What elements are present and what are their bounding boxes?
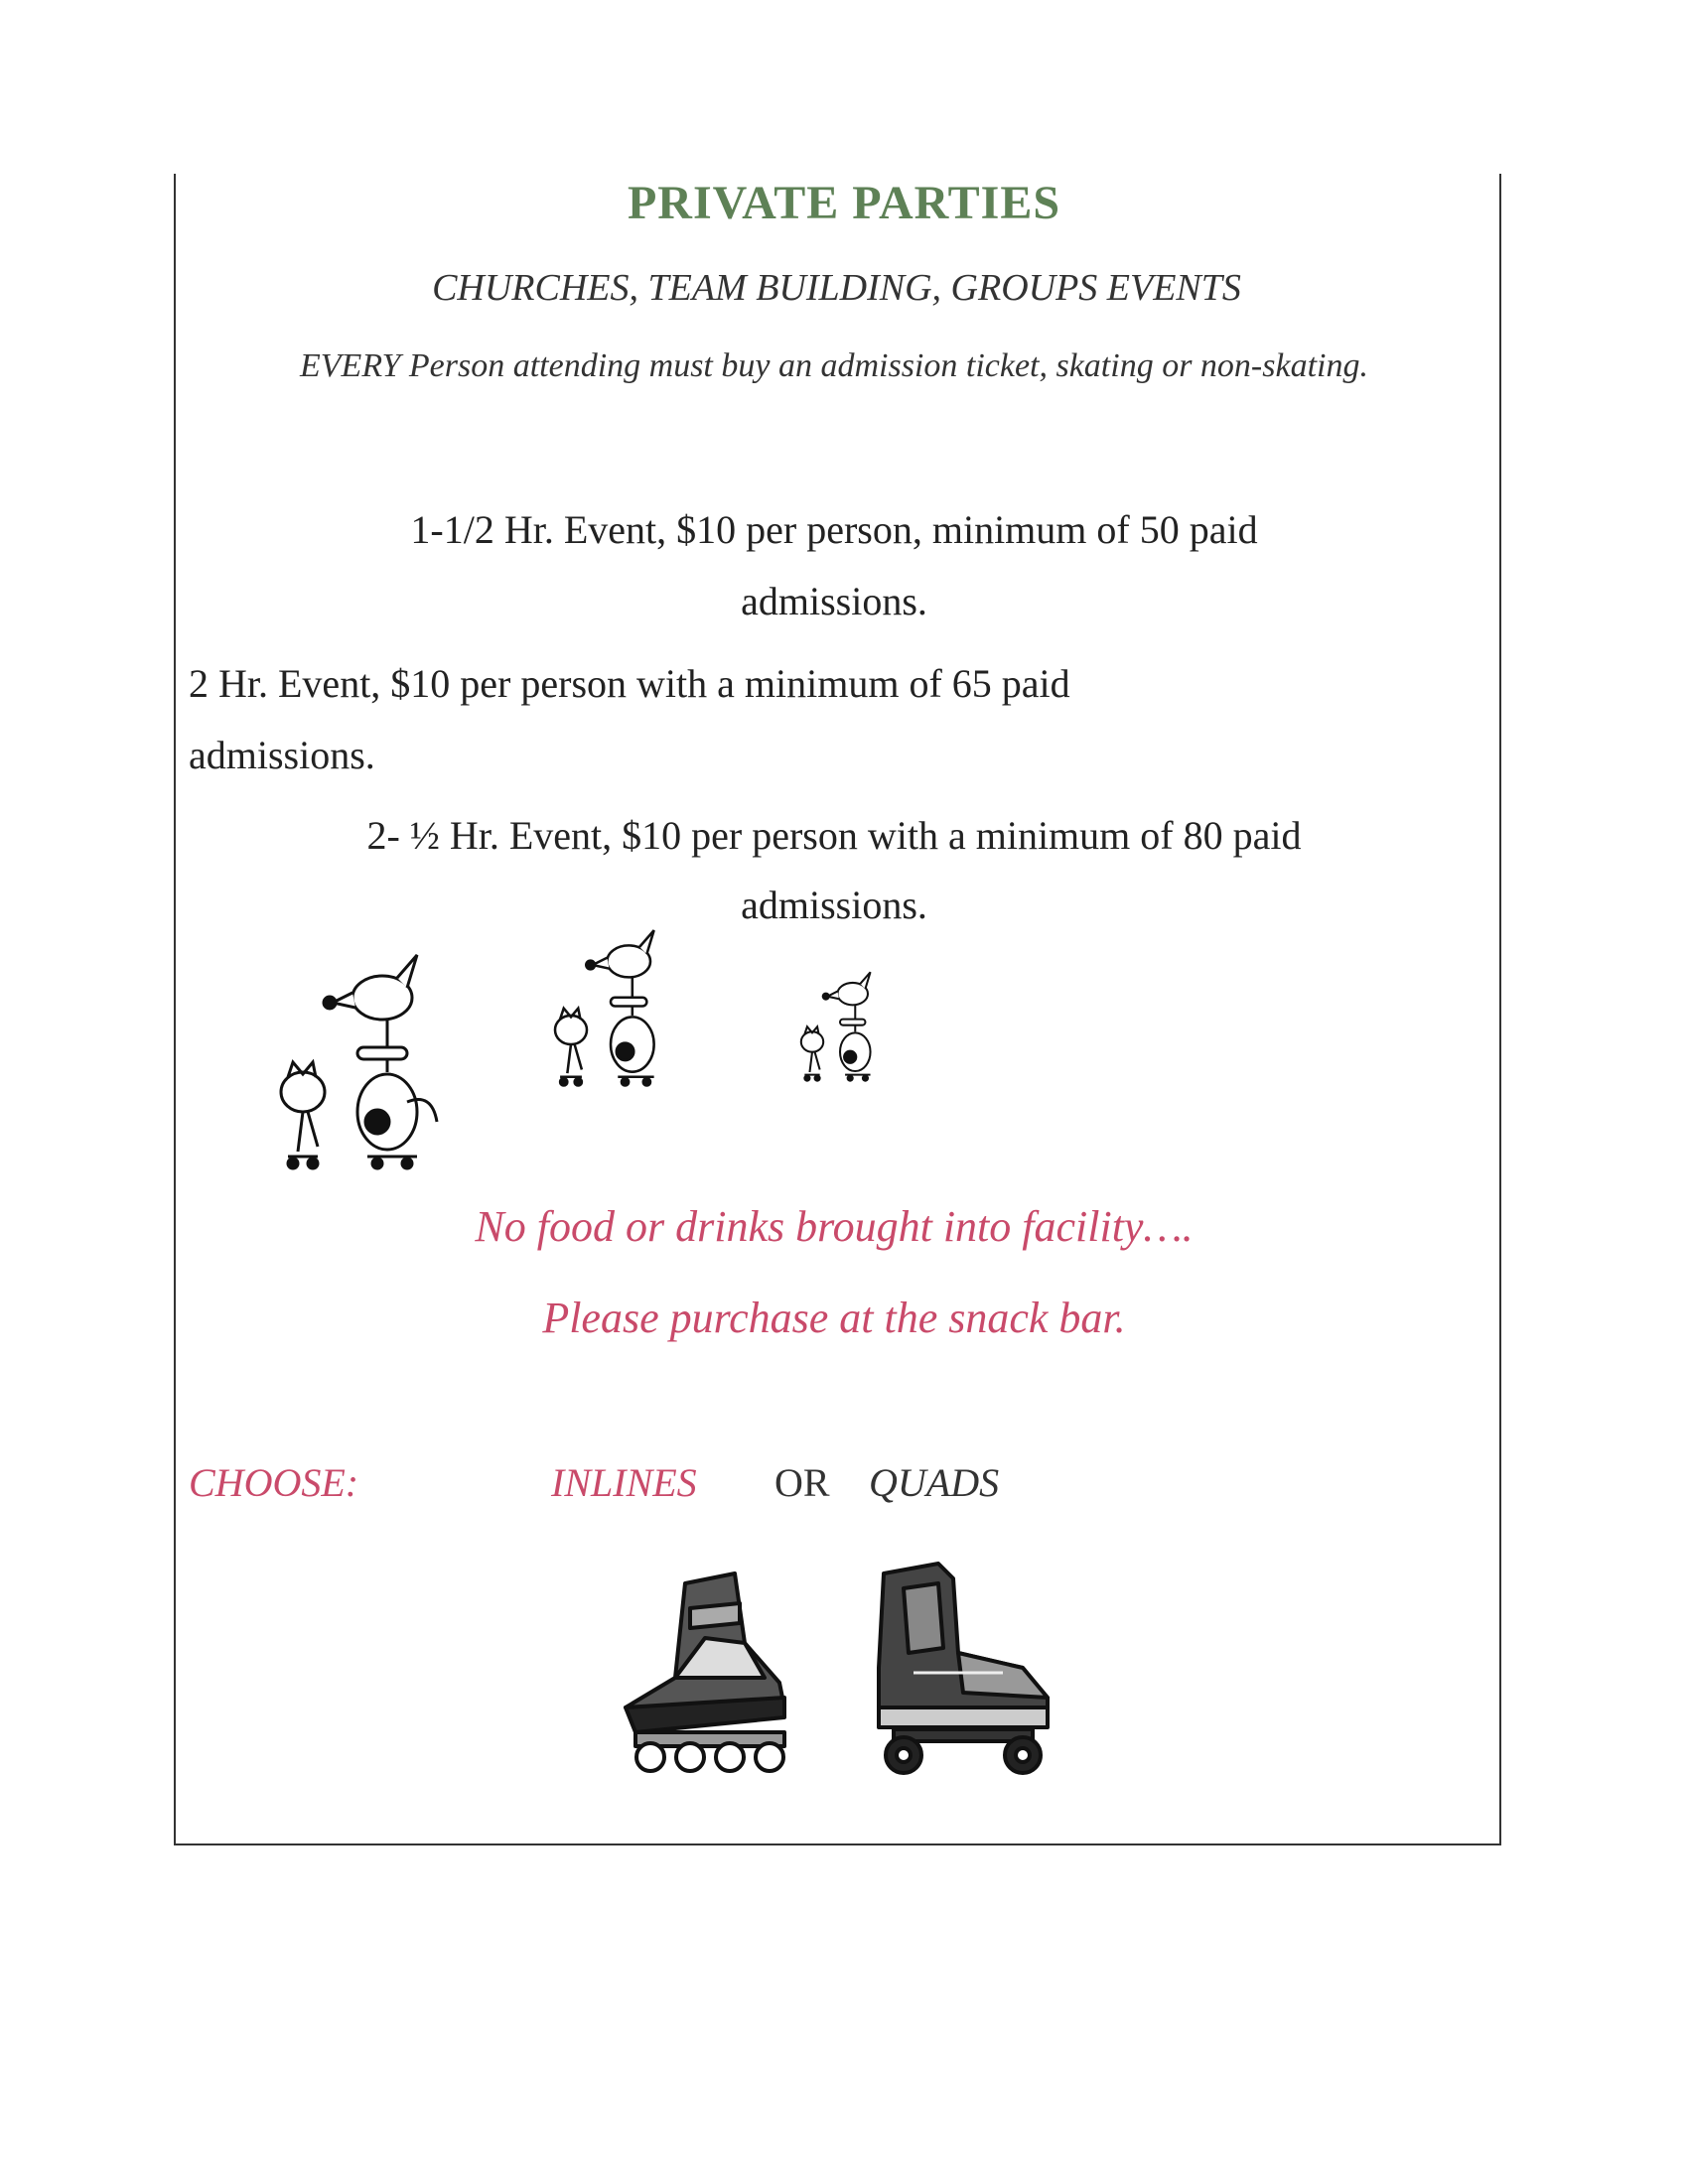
pricing-line-1: 1-1/2 Hr. Event, $10 per person, minimum of 50 paid bbox=[410, 507, 1258, 552]
pricing-line-2-cont: admissions. bbox=[189, 733, 375, 777]
pricing-line-1-cont: admissions. bbox=[741, 579, 927, 623]
inline-skate-icon bbox=[616, 1569, 804, 1777]
quads-option: QUADS bbox=[869, 1460, 1000, 1505]
skating-dog-cat-illustration-large bbox=[248, 953, 467, 1176]
no-outside-food-notice: No food or drinks brought into facility…. bbox=[475, 1202, 1194, 1251]
inlines-option: INLINES bbox=[551, 1460, 697, 1505]
pricing-line-2: 2 Hr. Event, $10 per person with a minimum of 65 paid bbox=[189, 661, 1070, 706]
pricing-line-3: 2- ½ Hr. Event, $10 per person with a minimum of 80 paid bbox=[366, 813, 1302, 858]
choose-label: CHOOSE: bbox=[189, 1460, 359, 1505]
event-types-subtitle: CHURCHES, TEAM BUILDING, GROUPS EVENTS bbox=[432, 267, 1241, 309]
quad-skate-icon bbox=[864, 1559, 1062, 1777]
or-separator: OR bbox=[774, 1460, 830, 1505]
skating-dog-cat-illustration-small bbox=[784, 971, 896, 1085]
skating-dog-cat-illustration-medium bbox=[531, 928, 690, 1092]
admission-note: EVERY Person attending must buy an admission ticket, skating or non-skating. bbox=[300, 347, 1368, 384]
pricing-line-3-cont: admissions. bbox=[741, 883, 927, 927]
snack-bar-notice: Please purchase at the snack bar. bbox=[542, 1294, 1126, 1342]
page-title: PRIVATE PARTIES bbox=[627, 177, 1061, 229]
